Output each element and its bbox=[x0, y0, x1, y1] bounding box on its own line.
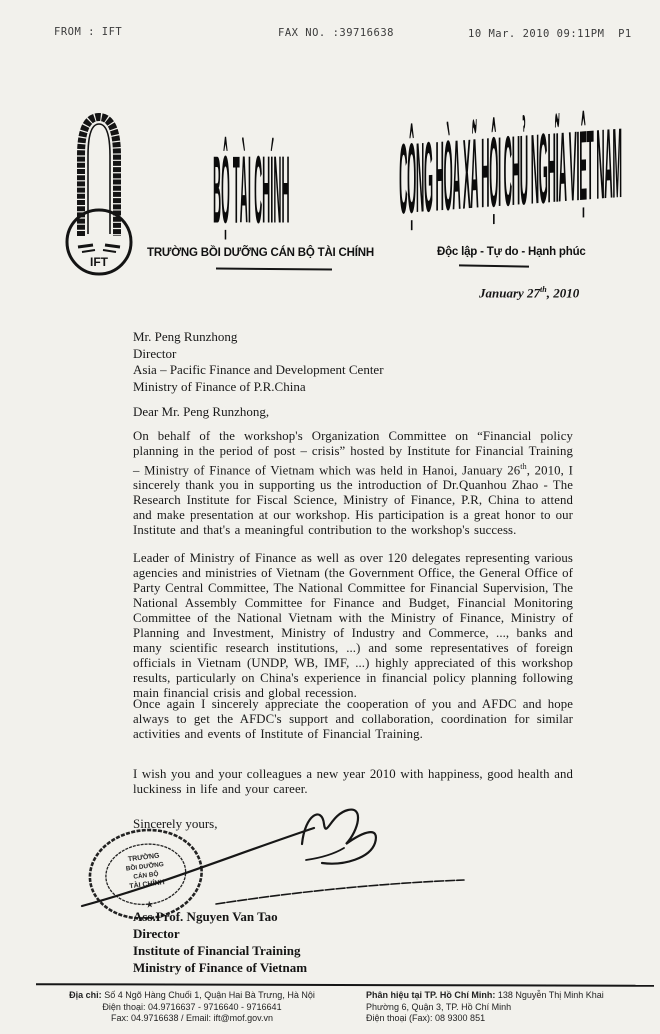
institute-name: TRƯỜNG BỒI DƯỠNG CÁN BỘ TÀI CHÍNH bbox=[147, 247, 374, 259]
footer-branch-fax-line: Điện thoại (Fax): 08 9300 851 bbox=[366, 1013, 486, 1023]
letter-date-main: January 27 bbox=[479, 285, 541, 301]
footer-fax-email-line: Fax: 04.9716638 / Email: ift@mof.gov.vn bbox=[110, 1013, 274, 1023]
p1-ordinal: th bbox=[520, 462, 527, 471]
footer-branch-label: Phân hiệu tại TP. Hồ Chí Minh: bbox=[366, 990, 496, 1000]
p1-text-a: On behalf of the workshop's Organization Committee on “Financial policy planning in the period of post – crisis” hosted by Institute for Financial Training – Ministry of Finance of Vietnam which was held in Hanoi, January 26 bbox=[133, 429, 573, 478]
recipient-ministry: Ministry of Finance of P.R.China bbox=[133, 378, 306, 394]
stamp-line-2: BỒI DƯỠNG bbox=[125, 861, 165, 873]
stamp-line-4: TÀI CHÍNH bbox=[129, 879, 166, 891]
footer-phone-line: Điện thoại: 04.9716637 - 9716640 - 9716641 bbox=[102, 1001, 282, 1012]
signer-org-1: Institute of Financial Training bbox=[133, 943, 301, 958]
body-paragraph-4: I wish you and your colleagues a new year 2010 with happiness, good health and luckiness in life and your career. bbox=[133, 767, 573, 796]
footer-hcmc-block bbox=[366, 990, 656, 1025]
ift-logo-icon bbox=[62, 106, 136, 280]
fax-datetime-label: 10 Mar. 2010 09:11PM P1 bbox=[468, 28, 632, 40]
letter-date bbox=[479, 285, 579, 301]
footer-branch-text: 138 Nguyễn Thị Minh Khai bbox=[495, 990, 604, 1000]
signer-org-2: Ministry of Finance of Vietnam bbox=[133, 960, 308, 975]
footer-address-label: Địa chỉ: bbox=[69, 990, 102, 1000]
footer-hanoi-block bbox=[36, 990, 348, 1025]
ministry-name-distorted: BỘ TÀI CHÍNH bbox=[213, 134, 290, 243]
recipient-block bbox=[133, 329, 384, 395]
fax-number-label: FAX NO. :39716638 bbox=[278, 27, 394, 39]
ift-logo-text: IFT bbox=[90, 255, 108, 269]
recipient-title: Director bbox=[133, 345, 177, 361]
salutation: Dear Mr. Peng Runzhong, bbox=[133, 404, 270, 419]
footer-address-text: Số 4 Ngõ Hàng Chuối 1, Quận Hai Bà Trưng, Hà Nội bbox=[101, 990, 315, 1000]
closing-sincerely: Sincerely yours, bbox=[133, 816, 218, 831]
footer-divider bbox=[36, 983, 654, 987]
footer-branch-district-line: Phường 6, Quận 3, TP. Hồ Chí Minh bbox=[366, 1001, 512, 1012]
signer-name: Ass.Prof. Nguyen Van Tao bbox=[133, 909, 278, 924]
motto-underline bbox=[459, 264, 529, 267]
stamp-star: ★ bbox=[145, 899, 154, 910]
p1-text-b: , 2010, I sincerely thank you in supporting us the introduction of Dr.Quanhou Zhao - The Research Institute for Fiscal Science, Ministry of Finance, P.R, China to attend and make presentation at our workshop. His participation is a great honor to our Institute and that's a meaningful contribution to the workshop's success. bbox=[133, 463, 573, 538]
national-header-distorted: CỘNG HÒA XÃ HỘI CHỦ NGHĨA VIỆT NAM bbox=[399, 104, 622, 235]
institute-underline bbox=[216, 267, 332, 270]
national-motto: Độc lập - Tự do - Hạnh phúc bbox=[437, 246, 586, 258]
signer-block bbox=[133, 908, 307, 976]
letter-date-year: , 2010 bbox=[546, 285, 580, 301]
body-paragraph-2: Leader of Ministry of Finance as well as over 120 delegates representing various agencies and ministries of Vietnam (the Government Office, the General Office of Party Central Committee, The National Committee for Financial Supervision, The National Assembly Committee for Finance and Budget, Financial Monitoring Committee of the National Vietnam with the Ministry of Finance, Ministry of Planning and Investment, Ministry of Industry and Commerce, ..., banks and many scientific research institutions, ...) and some representatives of foreign officials in Vietnam (UNDP, WB, IMF, ...) highly appreciated of this workshop results, particularly on China's experience in financial policy planning following main financial crisis and global recession. bbox=[133, 551, 573, 700]
stamp-line-3: CÁN BỘ bbox=[133, 870, 159, 881]
footer-branch-line bbox=[366, 990, 656, 1002]
recipient-name: Mr. Peng Runzhong bbox=[133, 329, 238, 344]
body-paragraph-3: Once again I sincerely appreciate the cooperation of you and AFDC and hope always to get the AFDC's support and collaboration, coordination for similar activities and events of Institute of Financial Training. bbox=[133, 697, 573, 741]
fax-from-label: FROM : IFT bbox=[54, 26, 123, 38]
signer-title: Director bbox=[133, 926, 180, 941]
stamp-line-1: TRƯỜNG bbox=[127, 852, 160, 864]
letter-date-ordinal: th bbox=[540, 285, 547, 294]
recipient-org: Asia – Pacific Finance and Development Center bbox=[133, 362, 384, 377]
footer-address-line bbox=[36, 990, 348, 1002]
body-paragraph-1 bbox=[133, 429, 573, 538]
